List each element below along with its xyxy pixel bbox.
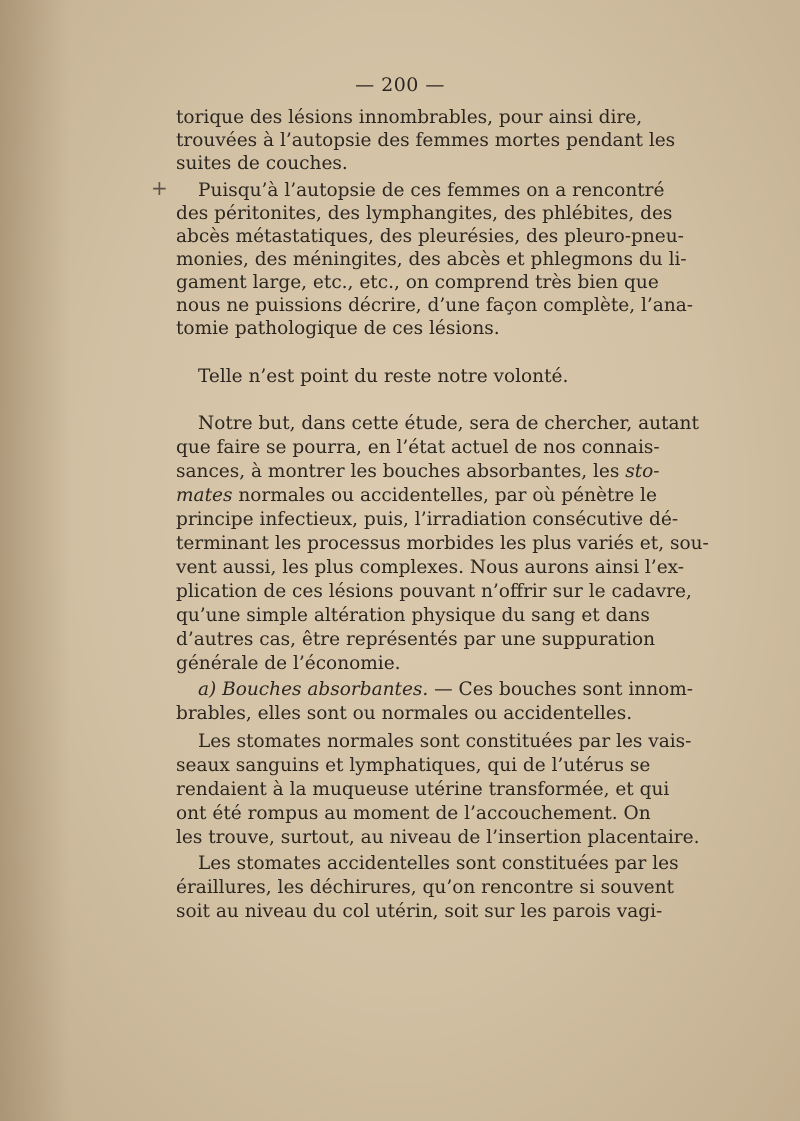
text-line: ont été rompus au moment de l’accouchement. On bbox=[176, 803, 651, 824]
italic-term: sto- bbox=[625, 461, 660, 482]
text-line: seaux sanguins et lymphatiques, qui de l’utérus se bbox=[176, 755, 651, 776]
text-line bbox=[176, 461, 660, 483]
text-line: abcès métastatiques, des pleurésies, des pleuro-pneu- bbox=[176, 226, 684, 247]
italic-term: mates bbox=[176, 485, 233, 506]
text-line: des péritonites, des lymphangites, des phlébites, des bbox=[176, 203, 673, 224]
text-span: — Ces bouches sont innom- bbox=[428, 679, 694, 700]
text-line: plication de ces lésions pouvant n’offrir sur le cadavre, bbox=[176, 581, 692, 602]
text-line: gament large, etc., etc., on comprend très bien que bbox=[176, 272, 659, 293]
text-line: Notre but, dans cette étude, sera de chercher, autant bbox=[198, 413, 699, 434]
text-span: sances, à montrer les bouches absorbantes, les bbox=[176, 461, 626, 482]
text-line bbox=[176, 485, 657, 507]
text-line: terminant les processus morbides les plus variés et, sou- bbox=[176, 533, 709, 554]
text-line: Telle n’est point du reste notre volonté. bbox=[198, 366, 569, 387]
text-line: tomie pathologique de ces lésions. bbox=[176, 318, 500, 339]
page-edge-shadow bbox=[0, 0, 70, 1121]
text-line: principe infectieux, puis, l’irradiation consécutive dé- bbox=[176, 509, 679, 530]
text-line: générale de l’économie. bbox=[176, 653, 401, 674]
text-line bbox=[198, 679, 694, 701]
text-line: soit au niveau du col utérin, soit sur les parois vagi- bbox=[176, 901, 663, 922]
section-heading: Bouches absorbantes. bbox=[222, 679, 429, 700]
text-line: d’autres cas, être représentés par une suppuration bbox=[176, 629, 656, 650]
text-line: brables, elles sont ou normales ou accidentelles. bbox=[176, 703, 633, 724]
italic-term: a) bbox=[198, 679, 223, 700]
text-line: rendaient à la muqueuse utérine transformée, et qui bbox=[176, 779, 670, 800]
text-line: qu’une simple altération physique du sang et dans bbox=[176, 605, 650, 626]
text-line: Les stomates normales sont constituées par les vais- bbox=[198, 731, 692, 752]
margin-mark: + bbox=[151, 176, 168, 200]
text-line: Puisqu’à l’autopsie de ces femmes on a rencontré bbox=[198, 180, 665, 201]
text-line: torique des lésions innombrables, pour ainsi dire, bbox=[176, 107, 643, 128]
text-line: vent aussi, les plus complexes. Nous aurons ainsi l’ex- bbox=[176, 557, 685, 578]
text-line: les trouve, surtout, au niveau de l’insertion placentaire. bbox=[176, 827, 700, 848]
text-line: nous ne puissions décrire, d’une façon complète, l’ana- bbox=[176, 295, 694, 316]
text-line: trouvées à l’autopsie des femmes mortes pendant les bbox=[176, 130, 676, 151]
text-line: monies, des méningites, des abcès et phlegmons du li- bbox=[176, 249, 687, 270]
text-line: suites de couches. bbox=[176, 153, 348, 174]
page-number: — 200 — bbox=[355, 74, 445, 96]
text-span: normales ou accidentelles, par où pénètre le bbox=[232, 485, 657, 506]
text-line: éraillures, les déchirures, qu’on rencontre si souvent bbox=[176, 877, 674, 898]
text-line: Les stomates accidentelles sont constituées par les bbox=[198, 853, 679, 874]
text-line: que faire se pourra, en l’état actuel de nos connais- bbox=[176, 437, 660, 458]
